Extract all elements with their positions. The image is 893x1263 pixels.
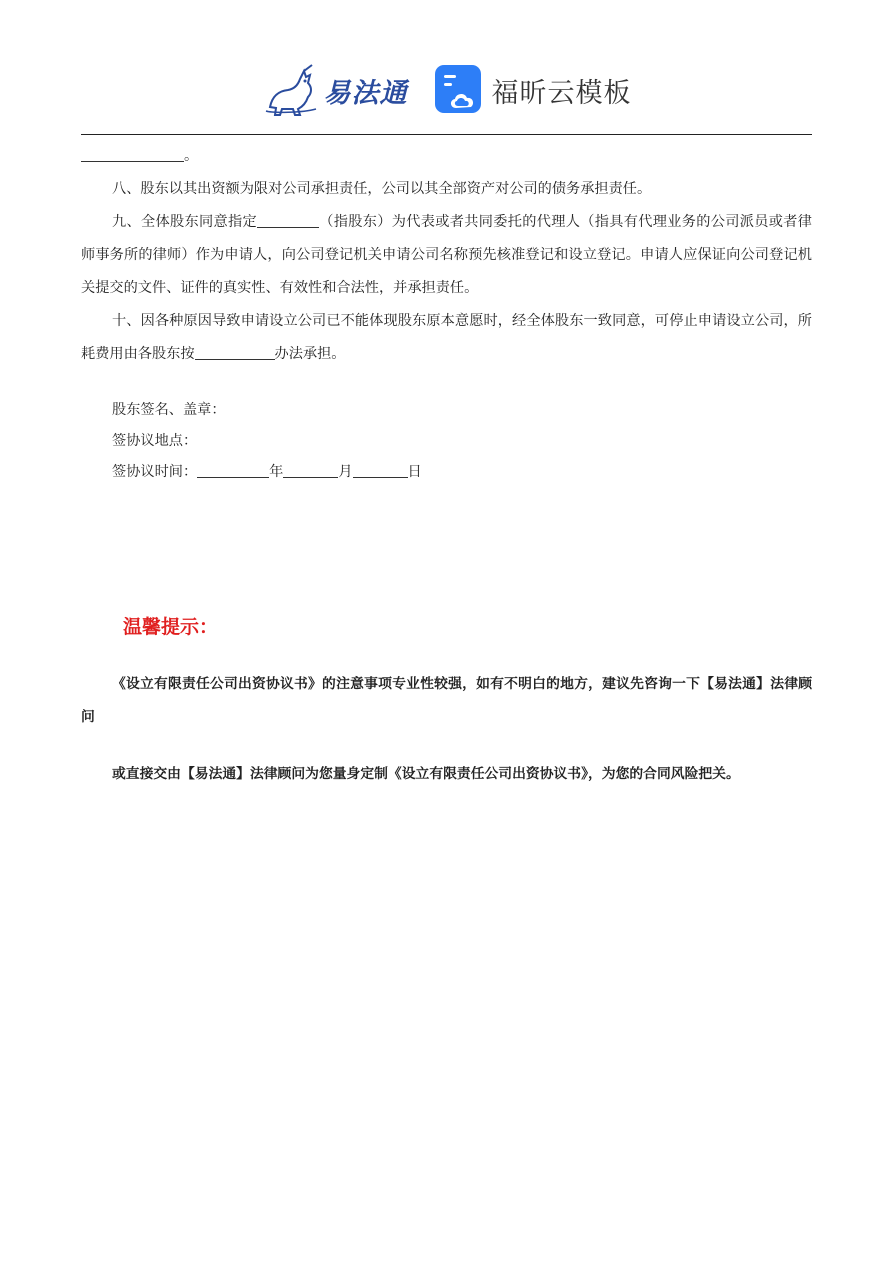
yifatong-logo-text: 易法通 (323, 77, 408, 109)
signing-time-line: 签协议时间： 年 月 日 (81, 457, 812, 488)
clause-10: 十、因各种原因导致申请设立公司已不能体现股东原本意愿时，经全体股东一致同意，可停止申请设立公司，所耗费用由各股东按 办法承担。 (81, 313, 812, 362)
foxit-template-logo (434, 64, 632, 116)
cost-method-blank (195, 343, 275, 360)
signing-place-label: 签协议地点： (112, 433, 198, 449)
yifatong-logo (262, 63, 408, 117)
document-body (81, 140, 812, 488)
clause-9: 九、全体股东同意指定 （指股东）为代表或者共同委托的代理人（指具有代理业务的公司派员或者律师事务所的律师）作为申请人，向公司登记机关申请公司名称预先核准登记和设立登记。申请人应保证向公司登记机关提交的文件、证件的真实性、有效性和合法性，并承担责任。 (81, 206, 812, 305)
cloud-document-icon (434, 64, 484, 116)
month-blank (283, 461, 338, 478)
day-blank (353, 461, 408, 478)
clause-8: 八、股东以其出资额为限对公司承担责任，公司以其全部资产对公司的债务承担责任。 (112, 181, 652, 197)
tips-paragraph-1: 《设立有限责任公司出资协议书》的注意事项专业性较强，如有不明白的地方，建议先咨询一下【易法通】法律顾问 (81, 676, 812, 725)
fill-blank (81, 145, 184, 162)
year-blank (197, 461, 269, 478)
header-rule (81, 134, 812, 135)
tips-paragraph-2: 或直接交由【易法通】法律顾问为您量身定制《设立有限责任公司出资协议书》，为您的合同风险把关。 (112, 766, 740, 782)
shareholder-signature-label: 股东签名、盖章： (112, 402, 226, 418)
continuation-line: 。 (81, 140, 812, 173)
document-header (0, 56, 893, 124)
foxit-template-logo-text: 福昕云模板 (491, 77, 632, 109)
agent-blank (257, 211, 319, 228)
unicorn-icon (262, 63, 320, 117)
tips-title: 温馨提示： (123, 616, 219, 638)
